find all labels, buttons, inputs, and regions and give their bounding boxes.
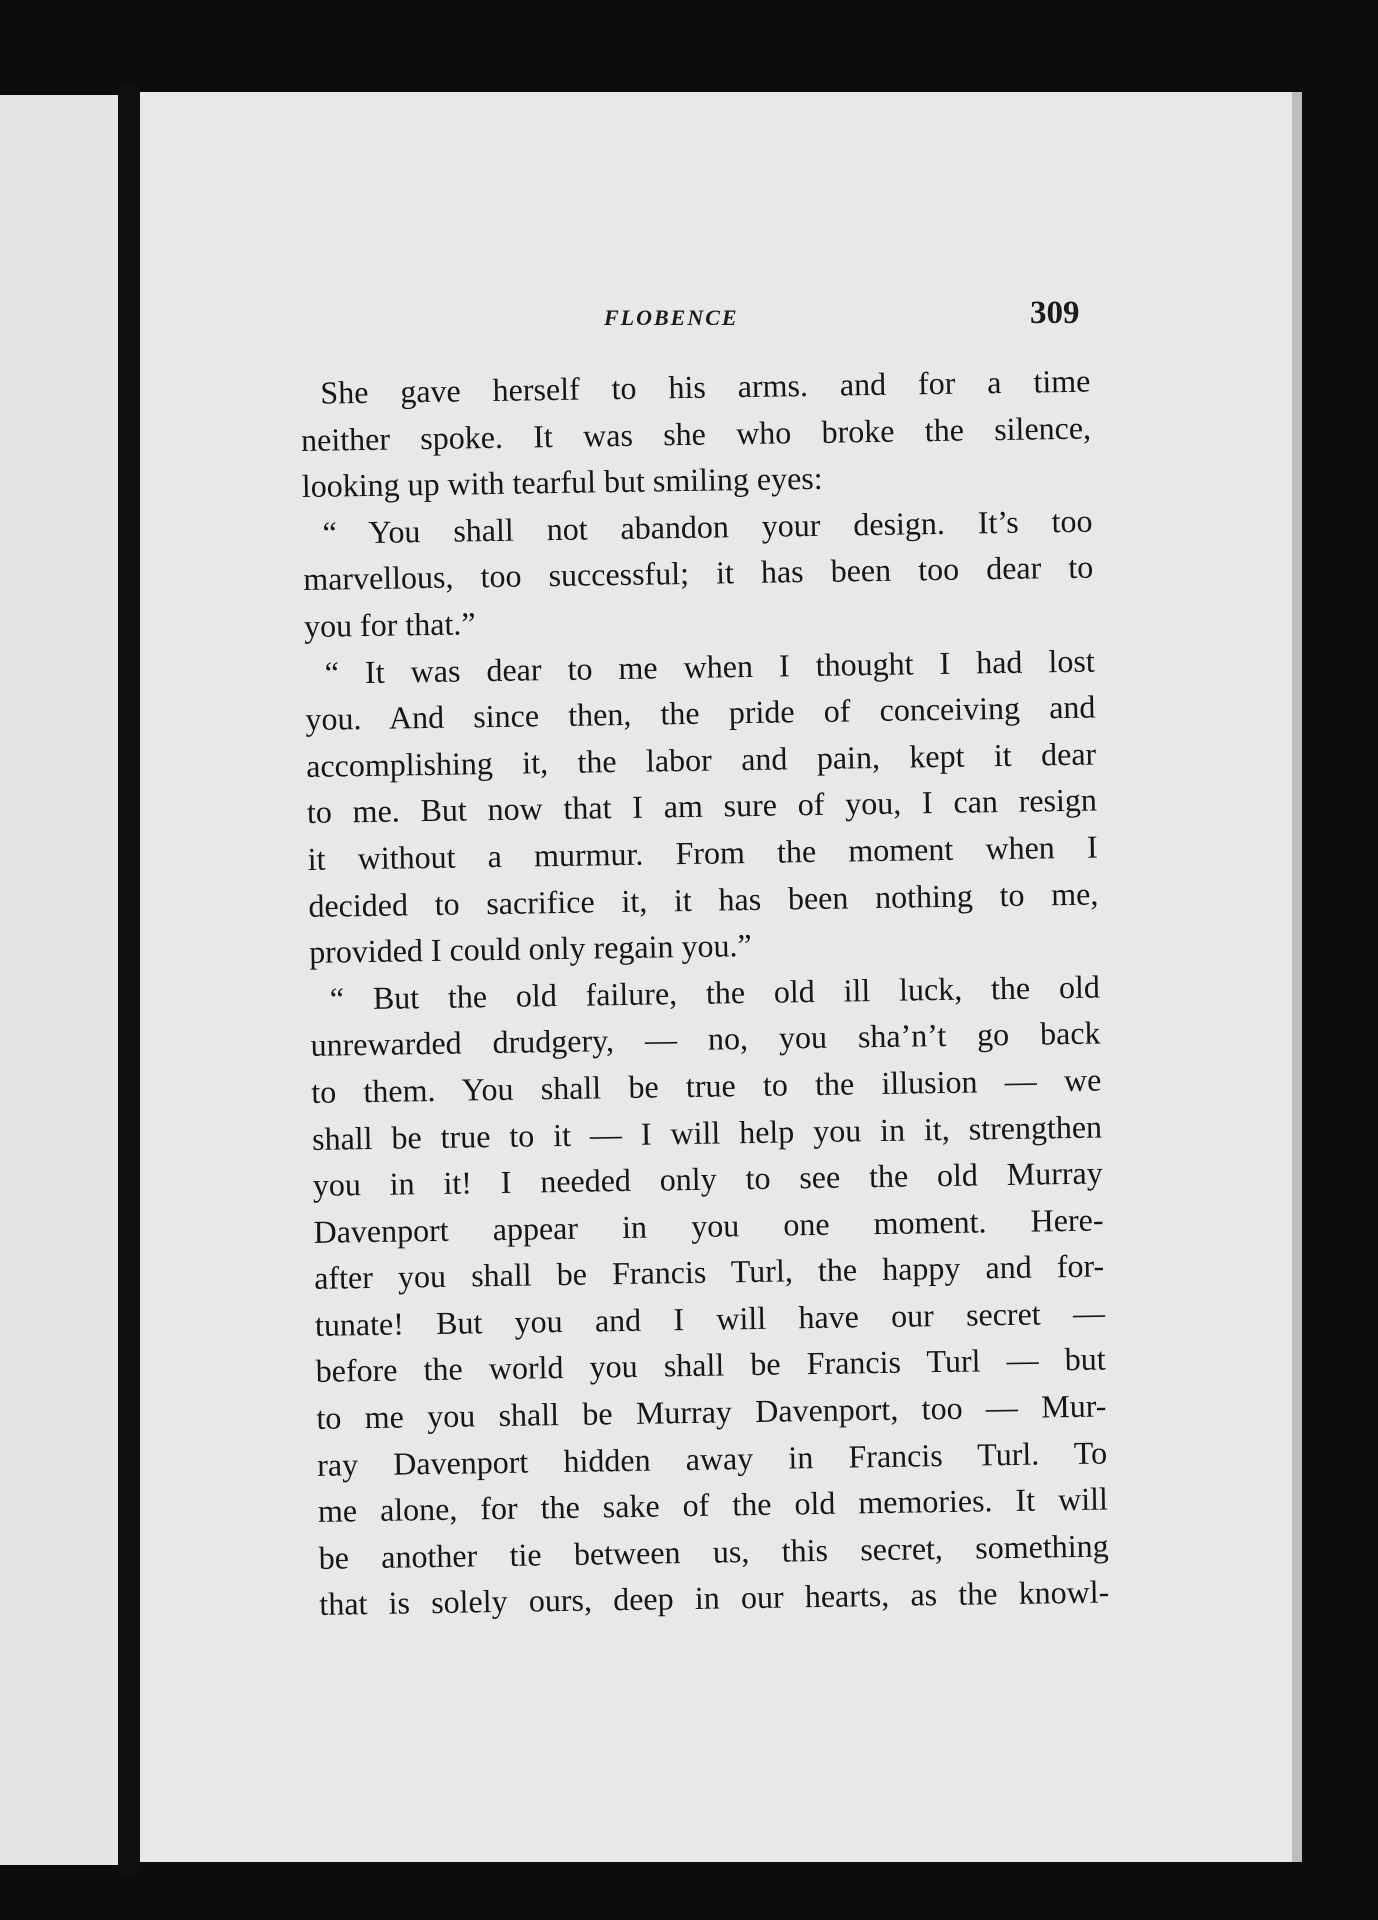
- body-text: [300, 358, 1110, 1628]
- facing-page-edge: [0, 95, 118, 1865]
- text-line: decided to sacrifice it, it has been nothing to me,: [308, 875, 1099, 924]
- text-line: marvellous, too successful; it has been too dear to: [303, 548, 1094, 598]
- text-line: you in it! I needed only to see the old Murray: [312, 1154, 1103, 1203]
- text-line: unrewarded drudgery, — no, you sha’n’t go back: [310, 1014, 1101, 1064]
- text-line: shall be true to it — I will help you in it, strengthen: [311, 1107, 1103, 1157]
- running-head: FLOBENCE: [604, 305, 739, 330]
- text-line: provided I could only regain you.”: [308, 927, 752, 971]
- text-line: “ But the old failure, the old ill luck, the old: [329, 968, 1101, 1017]
- text-line: “ You shall not abandon your design. It’s too: [322, 502, 1093, 551]
- text-line: before the world you shall be Francis Turl — but: [315, 1340, 1106, 1390]
- text-line: “ It was dear to me when I thought I had lost: [324, 642, 1095, 691]
- text-line: neither spoke. It was she who broke the silence,: [300, 409, 1092, 458]
- text-line: Davenport appear in you one moment. Here-: [313, 1201, 1104, 1250]
- text-line: accomplishing it, the labor and pain, kept it dear: [305, 735, 1097, 784]
- text-line: ray Davenport hidden away in Francis Turl. To: [316, 1434, 1108, 1483]
- text-line: it without a murmur. From the moment when I: [307, 828, 1098, 877]
- book-gutter: [118, 85, 140, 1875]
- text-line: tunate! But you and I will have our secret —: [314, 1294, 1106, 1343]
- text-line: you. And since then, the pride of conceiving and: [305, 688, 1096, 738]
- text-line: be another tie between us, this secret, something: [318, 1527, 1109, 1576]
- text-line: She gave herself to his arms. and for a time: [320, 362, 1091, 411]
- text-line: to me you shall be Murray Davenport, too — Mur-: [316, 1387, 1107, 1436]
- page-edge-shadow: [1292, 92, 1302, 1862]
- text-line: to them. You shall be true to the illusion — we: [311, 1061, 1102, 1110]
- page-number: 309: [1030, 295, 1080, 331]
- text-line: you for that.”: [303, 605, 476, 644]
- text-line: me alone, for the sake of the old memories. It will: [317, 1480, 1109, 1530]
- text-line: to me. But now that I am sure of you, I can resign: [306, 781, 1098, 831]
- text-line: looking up with tearful but smiling eyes:: [301, 459, 823, 505]
- page-header: [0, 295, 1378, 345]
- text-line: that is solely ours, deep in our hearts, as the knowl-: [319, 1573, 1110, 1623]
- text-line: after you shall be Francis Turl, the happy and for-: [313, 1247, 1105, 1297]
